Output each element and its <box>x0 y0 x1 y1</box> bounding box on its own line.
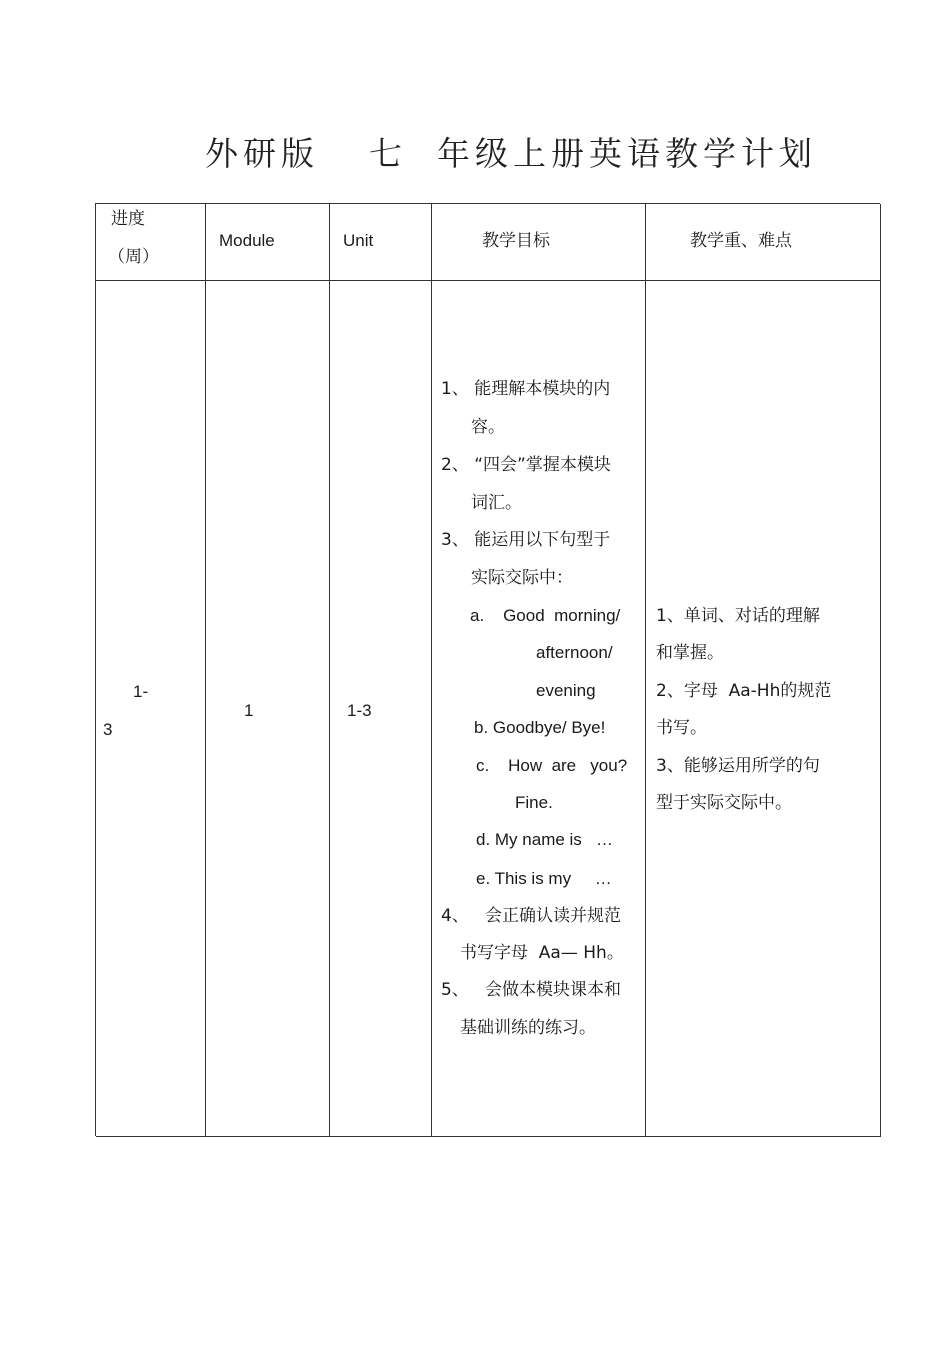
teaching-plan-table <box>95 203 880 1136</box>
objective-line: 2、 “四会”掌握本模块 <box>441 455 611 475</box>
header-key-points-label: 教学重、难点 <box>690 231 792 251</box>
header-unit <box>330 204 432 281</box>
title-subject: 年级上册英语教学计划 <box>437 134 817 173</box>
key-point-line: 3、能够运用所学的句 <box>656 756 820 776</box>
header-unit-label: Unit <box>343 231 374 250</box>
objective-line: 基础训练的练习。 <box>460 1018 596 1038</box>
header-objectives-label: 教学目标 <box>482 231 550 251</box>
objective-line: 词汇。 <box>471 493 522 513</box>
objective-line: 实际交际中： <box>471 568 573 588</box>
key-point-line: 和掌握。 <box>656 643 724 663</box>
title-grade: 七 <box>369 134 407 173</box>
row-progress-line1: 1- <box>133 682 149 701</box>
key-point-line: 1、单词、对话的理解 <box>656 606 820 626</box>
page-title <box>205 132 905 176</box>
objective-line: evening <box>536 681 596 700</box>
row-objectives <box>432 281 646 1137</box>
objective-line: e. This is my … <box>476 869 612 888</box>
objective-line: 3、 能运用以下句型于 <box>441 530 611 550</box>
header-progress-label: 进度 <box>111 209 145 229</box>
header-progress-unit: （周） <box>108 247 159 267</box>
row-progress-line2: 3 <box>103 720 113 739</box>
row-key-points <box>646 281 881 1137</box>
objective-line: 4、 会正确认读并规范 <box>441 906 622 926</box>
objective-line: c. How are you? <box>476 756 628 775</box>
row-module-value: 1 <box>244 701 254 720</box>
row-module <box>206 281 330 1137</box>
title-publisher: 外研版 <box>205 134 319 173</box>
header-progress <box>96 204 206 281</box>
header-module <box>206 204 330 281</box>
objective-line: a. Good morning/ <box>470 606 621 625</box>
header-objectives <box>432 204 646 281</box>
objective-line: 5、 会做本模块课本和 <box>441 980 622 1000</box>
key-point-line: 书写。 <box>656 718 707 738</box>
key-point-line: 2、字母 Aa-Hh的规范 <box>656 681 832 701</box>
row-progress <box>96 281 206 1137</box>
row-unit-value: 1-3 <box>347 701 372 720</box>
objective-line: b. Goodbye/ Bye! <box>474 718 606 737</box>
header-module-label: Module <box>219 231 275 250</box>
objective-line: afternoon/ <box>536 643 613 662</box>
header-key-points <box>646 204 881 281</box>
row-unit <box>330 281 432 1137</box>
objective-line: 书写字母 Aa— Hh。 <box>460 943 624 963</box>
objective-line: d. My name is … <box>476 830 613 849</box>
objective-line: 容。 <box>471 417 505 437</box>
objective-line: 1、 能理解本模块的内 <box>441 379 611 399</box>
key-point-line: 型于实际交际中。 <box>656 793 792 813</box>
objective-line: Fine. <box>515 793 553 812</box>
